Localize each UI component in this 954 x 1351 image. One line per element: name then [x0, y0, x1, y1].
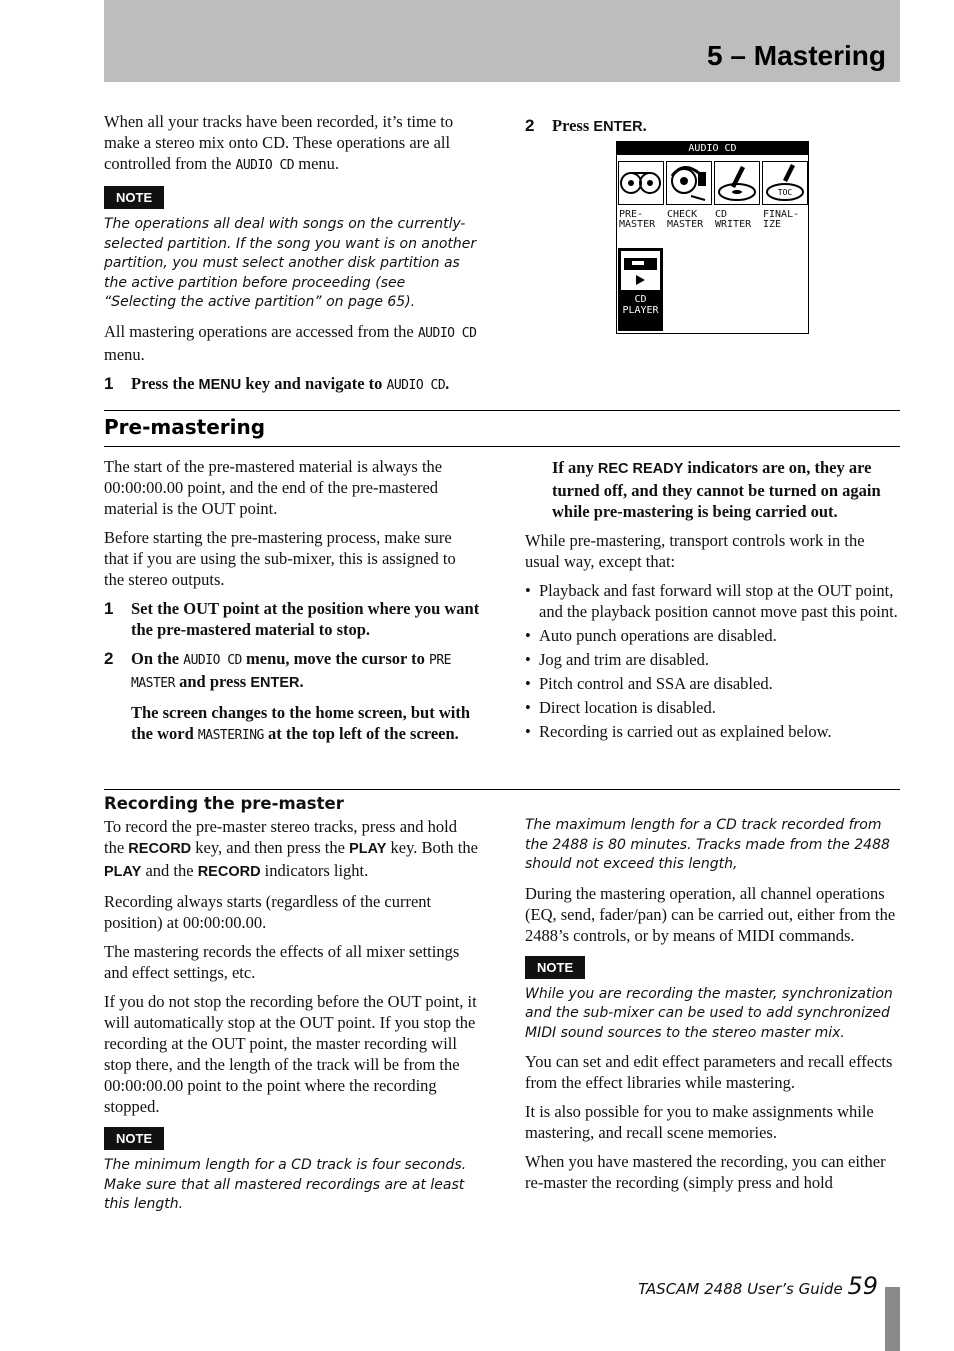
list-item: • Direct location is disabled.	[525, 697, 899, 718]
paragraph: The start of the pre-mastered material is always the 00:00:00.00 point, and the end of the pre-mastered material is the OUT point.	[104, 457, 443, 518]
step-1: 1 Set the OUT point at the position where you want the pre-mastered material to stop.	[104, 599, 480, 639]
check-master-icon	[666, 161, 712, 205]
list-item: • Playback and fast forward will stop at the OUT point, and the playback position cannot move past this point.	[525, 580, 899, 622]
intro-paragraph-2: All mastering operations are accessed from the AUDIO CD menu.	[104, 321, 477, 364]
intro-column	[104, 111, 478, 404]
footer	[638, 1272, 878, 1300]
cd-writer-label: CD WRITER	[715, 209, 752, 230]
section-rule-top	[104, 410, 900, 411]
cd-writer-icon	[714, 161, 760, 205]
note-badge: NOTE	[525, 956, 585, 979]
paragraph: If you do not stop the recording before the OUT point, it will automatically stop at the OUT point. If you stop the recording at the OUT point, the master recording will stop there, and the length of the track will be from the 00:00:00.00 point to the point where the recording stopped.	[104, 992, 477, 1116]
pre-master-label: PRE- MASTER	[619, 209, 656, 230]
step-number: 1	[104, 373, 114, 393]
page-number: 59	[847, 1272, 878, 1300]
section-rule-bottom	[104, 446, 900, 447]
note-badge: NOTE	[104, 186, 164, 209]
paragraph: During the mastering operation, all channel operations (EQ, send, fader/pan) can be carried out, either from the 2488’s controls, or by means of MIDI commands.	[525, 883, 896, 945]
guide-title: TASCAM 2488 User’s Guide	[638, 1280, 843, 1298]
note-text: While you are recording the master, synchronization and the sub-mixer can be used to add synchronized MIDI sound sources to the stereo master mix.	[525, 985, 893, 1041]
toc-text: TOC	[777, 188, 793, 197]
step-result: The screen changes to the home screen, but with the word MASTERING at the top left of the screen.	[131, 703, 470, 743]
intro-paragraph: When all your tracks have been recorded, it’s time to make a stereo mix onto CD. These operations are all controlled from the AUDIO CD menu.	[104, 112, 454, 173]
paragraph: You can set and edit effect parameters and recall effects from the effect libraries while mastering.	[525, 1052, 893, 1092]
bullet-list	[525, 580, 899, 742]
finalize-icon	[762, 161, 808, 205]
paragraph: Recording always starts (regardless of the current position) at 00:00:00.00.	[104, 892, 432, 932]
step-number: 2	[525, 116, 535, 135]
paragraph: While pre-mastering, transport controls work in the usual way, except that:	[525, 531, 865, 571]
list-item: • Pitch control and SSA are disabled.	[525, 673, 899, 694]
list-item: • Auto punch operations are disabled.	[525, 625, 899, 646]
note-text: The minimum length for a CD track is four seconds. Make sure that all mastered recordings are at least this length.	[104, 1157, 467, 1212]
step-2: 2 On the AUDIO CD menu, move the cursor to PRE MASTER and press ENTER.	[104, 649, 451, 691]
note-text: The operations all deal with songs on the currently-selected partition. If the song you want is on another partition, you must select another disk partition as the active partition before proceeding (see “Selecting the active partition” on page 65).	[104, 216, 477, 310]
check-master-label: CHECK MASTER	[667, 209, 704, 230]
finalize-label: FINAL- IZE	[763, 209, 800, 230]
pre-master-icon	[618, 161, 664, 205]
list-item: • Recording is carried out as explained below.	[525, 721, 899, 742]
paragraph: When you have mastered the recording, you can either re-master the recording (simply press and hold	[525, 1152, 886, 1192]
cd-player-tile	[618, 248, 663, 331]
cd-player-icon	[618, 248, 663, 293]
paragraph: To record the pre-master stereo tracks, press and hold the RECORD key, and then press the PLAY key. Both the PLAY and the RECORD indicators light.	[104, 817, 478, 880]
note-badge: NOTE	[104, 1127, 164, 1150]
note-text: The maximum length for a CD track recorded from the 2488 is 80 minutes. Tracks made from the 2488 should not exceed this length,	[525, 817, 890, 872]
subsection-rule	[104, 789, 900, 790]
screen-title: AUDIO CD	[617, 142, 808, 155]
paragraph: It is also possible for you to make assignments while mastering, and recall scene memories.	[525, 1102, 874, 1142]
chapter-title: 5 – Mastering	[707, 40, 886, 71]
warning-paragraph: If any REC READY indicators are on, they are turned off, and they cannot be turned on again while pre-mastering is being carried out.	[552, 458, 881, 521]
menu-name: AUDIO CD	[235, 158, 295, 173]
premastering-left-column	[104, 456, 480, 754]
recording-left-column	[104, 816, 480, 1223]
premastering-right-column	[525, 457, 899, 745]
paragraph: Before starting the pre-mastering process, make sure that if you are using the sub-mixer, this is assigned to the stereo outputs.	[104, 528, 456, 589]
paragraph: The mastering records the effects of all mixer settings and effect settings, etc.	[104, 942, 460, 982]
step-1: 1 Press the MENU key and navigate to AUDIO CD.	[104, 373, 478, 396]
step-2: 2 Press ENTER.	[525, 115, 899, 138]
thumb-tab	[885, 1287, 900, 1351]
audio-cd-screen	[616, 141, 809, 334]
list-item: • Jog and trim are disabled.	[525, 649, 899, 670]
section-heading-pre-mastering: Pre-mastering	[104, 415, 266, 439]
subsection-heading: Recording the pre-master	[104, 794, 344, 813]
key-name: MENU	[198, 376, 242, 393]
recording-right-column	[525, 816, 899, 1201]
cd-player-label: CD PLAYER	[622, 294, 659, 316]
